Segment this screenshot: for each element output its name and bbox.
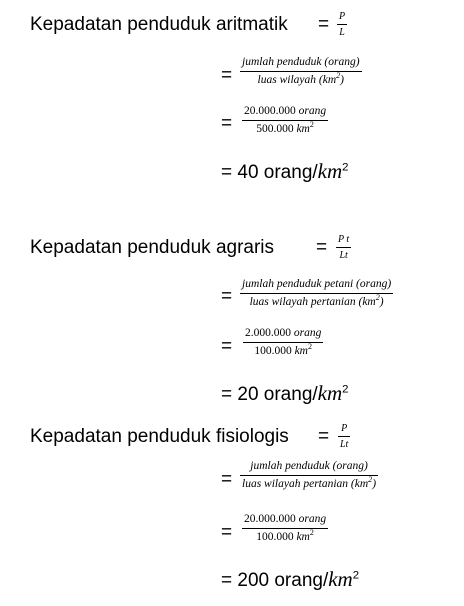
fraction-numerator: P [341,423,348,434]
formula-fraction-agraris [240,279,393,308]
fraction-numerator: jumlah penduduk (orang) [242,56,360,68]
equals-sign: = [221,113,233,134]
short-fraction-aritmatik [337,12,347,38]
fraction-denominator: 100.000 $km^2$ [254,341,313,357]
fraction-numerator: 20.000.000 orang [244,513,327,525]
equals-sign: = [221,286,233,307]
equals-sign: = [318,426,330,447]
formula-fraction-aritmatik [240,57,362,86]
fraction-numerator: 20.000.000 orang [244,105,327,117]
fraction-denominator: luas wilayah pertanian $(km^2)$ [242,474,377,490]
result-aritmatik: = 40 orang/$km^2$ [221,159,349,183]
equals-sign: = [221,522,233,543]
fraction-bar [336,247,351,248]
equals-sign: = [316,237,328,258]
value-fraction-fisiologis [242,514,328,543]
fraction-numerator: jumlah penduduk (orang) [250,460,368,472]
heading-aritmatik: Kepadatan penduduk aritmatik [30,14,288,35]
formula-fraction-fisiologis [240,461,378,490]
fraction-numerator: jumlah penduduk petani (orang) [242,278,392,290]
fraction-bar [242,528,328,529]
equals-sign: = [221,336,233,357]
short-fraction-fisiologis [338,424,350,450]
fraction-denominator: luas wilayah pertanian $(km^2)$ [249,292,384,308]
fraction-denominator: L [339,27,345,38]
fraction-denominator: 100.000 $km^2$ [256,527,314,543]
heading-agraris: Kepadatan penduduk agraris [30,237,275,258]
fraction-numerator: P t [338,234,350,245]
fraction-denominator: Lt [339,250,348,261]
heading-fisiologis: Kepadatan penduduk fisiologis [30,426,289,447]
result-agraris: = 20 orang/$km^2$ [221,381,349,405]
short-fraction-agraris [336,235,351,261]
fraction-bar [338,436,350,437]
fraction-denominator: Lt [340,439,349,450]
fraction-bar [240,71,362,72]
fraction-denominator: 500.000 $km^2$ [256,119,314,135]
fraction-numerator: P [339,11,346,22]
value-fraction-agraris [243,328,323,357]
equals-sign: = [221,469,233,490]
fraction-denominator: luas wilayah $(km^2)$ [257,70,344,86]
equals-sign: = [221,65,233,86]
fraction-numerator: 2.000.000 orang [245,327,322,339]
value-fraction-aritmatik [242,106,328,135]
fraction-bar [240,293,393,294]
equals-sign: = [318,14,330,35]
fraction-bar [242,120,328,121]
result-fisiologis: = 200 orang/$km^2$ [221,567,360,591]
fraction-bar [240,475,378,476]
fraction-bar [337,24,347,25]
